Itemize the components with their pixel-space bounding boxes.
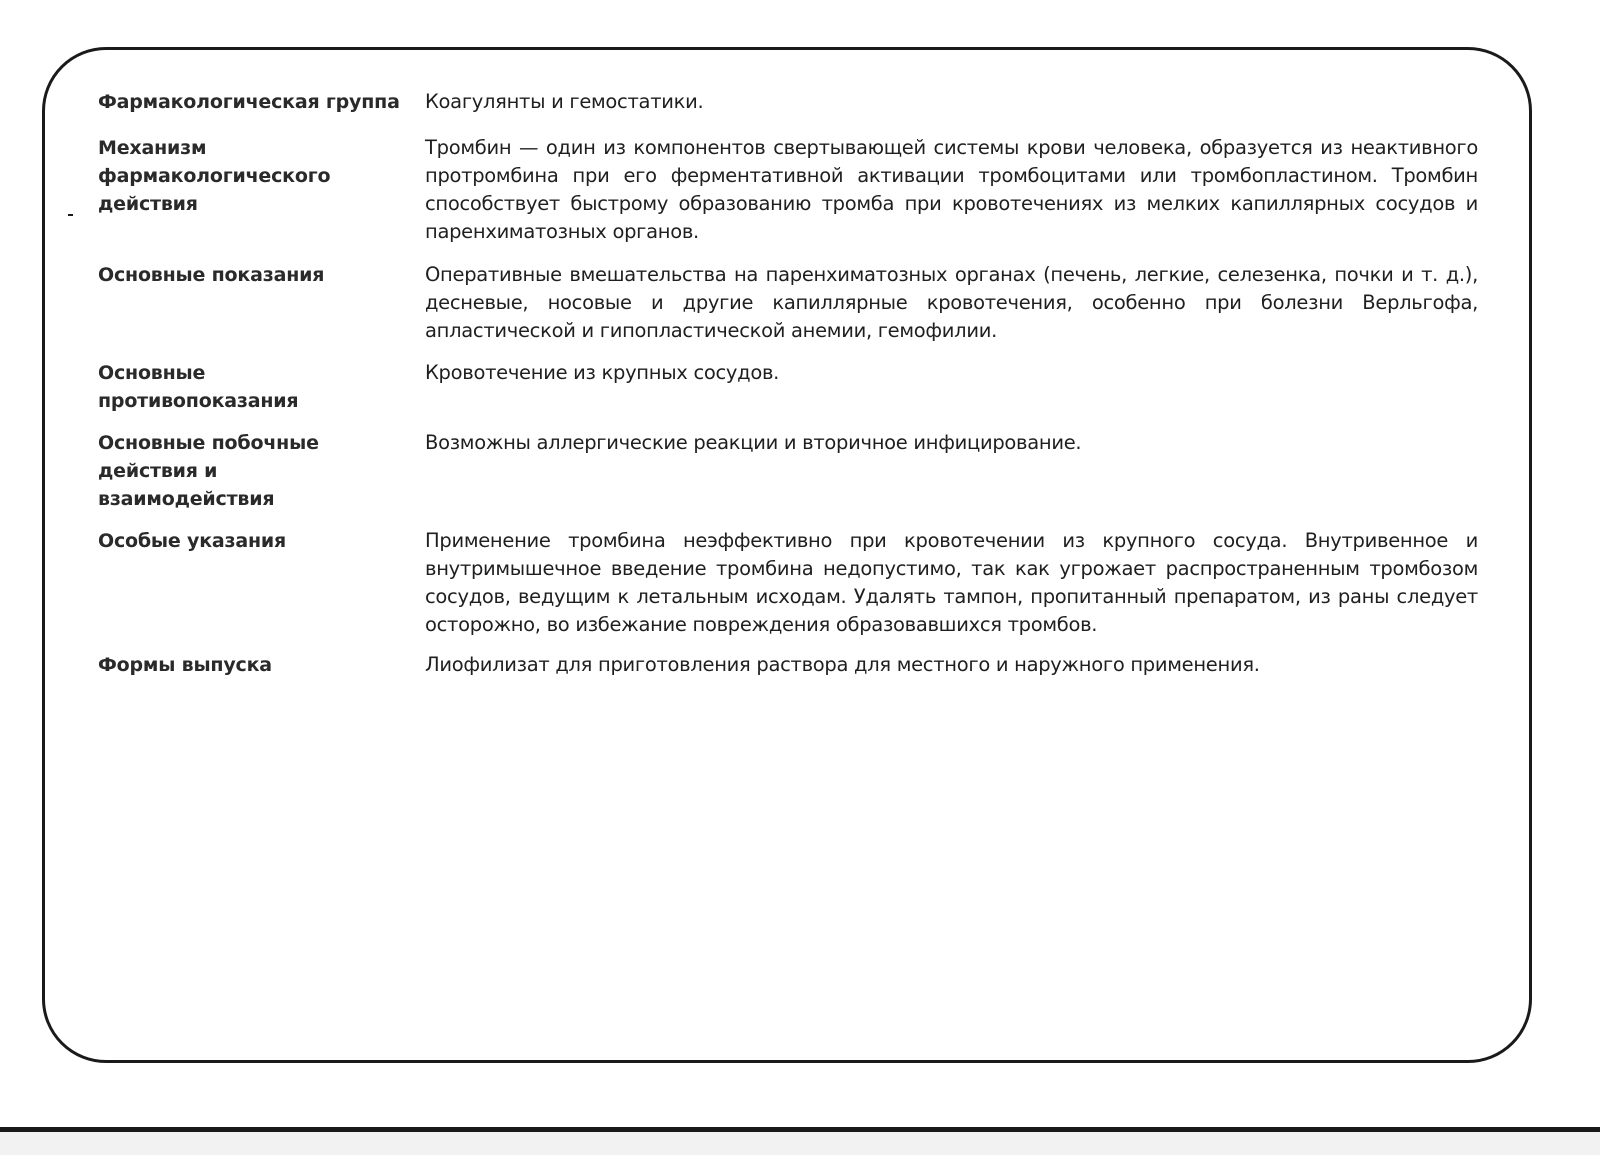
row-label: Основные показания: [98, 264, 325, 286]
row-contraindications: [98, 359, 1478, 429]
row-value: Возможны аллергические реакции и вторичное инфицирование.: [425, 431, 1082, 454]
row-release-forms: [98, 651, 1478, 691]
row-label: Формы выпуска: [98, 654, 272, 676]
row-value: Тромбин — один из компонентов свертывающей системы крови человека, образуется из неактивного протромбина при его ферментативной активации тромбоцитами или тромбопластином. Тромбин способствует быстрому образованию тромба при кровотечениях из мелких капиллярных сосудов и паренхиматозных органов.: [425, 136, 1478, 243]
row-special-instructions: [98, 527, 1478, 651]
row-value: Оперативные вмешательства на паренхиматозных органах (печень, легкие, селезенка, почки и т. д.), десневые, носовые и другие капиллярные кровотечения, особенно при болезни Верльгофа, апластической и гипопластической анемии, гемофилии.: [425, 263, 1478, 342]
row-value: Лиофилизат для приготовления раствора для местного и наружного применения.: [425, 653, 1260, 676]
row-mechanism-of-action: [98, 134, 1478, 261]
row-label: Основные противопоказания: [98, 362, 299, 412]
page-edge-shade: [0, 1132, 1600, 1155]
row-value: Кровотечение из крупных сосудов.: [425, 361, 780, 384]
row-label: Основные побочные действия и взаимодействия: [98, 432, 319, 510]
row-indications: [98, 261, 1478, 359]
row-label: Механизм фармакологического действия: [98, 137, 331, 215]
row-label: Фармакологическая группа: [98, 91, 400, 113]
row-side-effects: [98, 429, 1478, 527]
margin-mark: [68, 214, 73, 216]
drug-info-table: [98, 88, 1478, 691]
row-pharmacological-group: [98, 88, 1478, 134]
row-label: Особые указания: [98, 530, 287, 552]
row-value: Применение тромбина неэффективно при кровотечении из крупного сосуда. Внутривенное и внутримышечное введение тромбина недопустимо, так как угрожает распространенным тромбозом сосудов, ведущим к летальным исходам. Удалять тампон, пропитанный препаратом, из раны следует осторожно, во избежание повреждения образовавшихся тромбов.: [425, 529, 1478, 636]
row-value: Коагулянты и гемостатики.: [425, 90, 704, 113]
